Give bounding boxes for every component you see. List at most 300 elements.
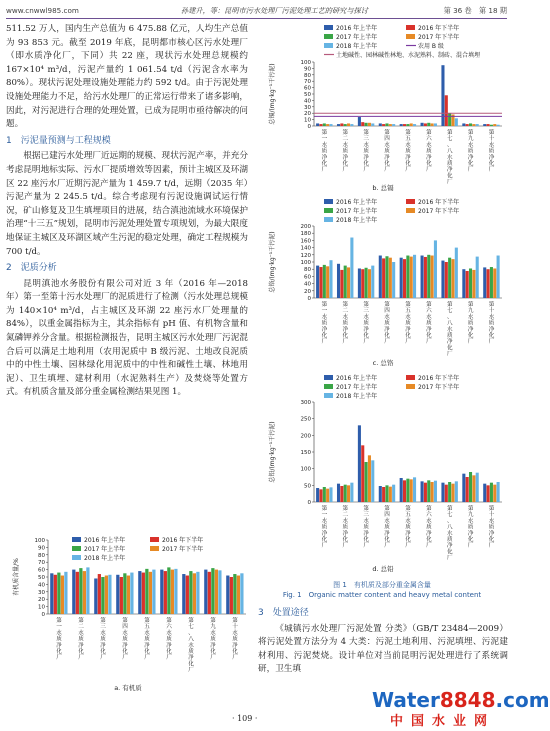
bar [476, 124, 479, 126]
bar [427, 123, 430, 126]
bar [340, 123, 343, 126]
x-tick-label: 第四水质净化厂 [122, 618, 128, 662]
bar [145, 569, 148, 614]
legend-label: 2018 年上半年 [336, 43, 378, 50]
bar [218, 570, 221, 614]
bar [455, 481, 458, 502]
bar [138, 571, 141, 614]
y-tick-label: 100 [300, 60, 311, 66]
legend-swatch [324, 25, 333, 30]
paragraph-scale: 根据已建污水处理厂近远期的规模、现状污泥产率，并充分考虑昆明地标实际、污水厂提质增效等因素，预计主城区及环湖区 22 座污水厂近期污泥产量为 1 459.7 t/d，远期（2035 年）污泥产量为 2 245.5 t/d。综合考虑现有污泥设施调试运行情况，矿山修复及卫生填埋项目的进展，结合滇池流域水环境保护治理“十三五”规划，昆明市污泥处理处置专项规划，为最大限度地保证主城区及环湖区域产生污泥的稳定处理，确定工程规模为 700 t/d。 [6, 151, 248, 257]
bar [406, 256, 409, 298]
x-tick-label: 第十水质净化厂 [488, 506, 495, 550]
bar [116, 575, 119, 614]
bar [431, 482, 434, 502]
bar [441, 261, 444, 298]
y-tick-label: 40 [304, 281, 311, 288]
y-tick-label: 30 [38, 589, 45, 596]
bar [323, 123, 326, 126]
bar [392, 485, 395, 502]
bar [451, 259, 454, 298]
bar [472, 124, 475, 126]
figure-caption-cn: 图 1 有机质及部分重金属含量 [333, 581, 431, 589]
bar [497, 256, 500, 298]
bar [410, 257, 413, 298]
bar [389, 487, 392, 502]
section-heading-1: 1 污泥量预测与工程规模 [6, 135, 111, 146]
y-axis-label: 总镉/(mg·kg⁻¹干污泥) [269, 63, 276, 125]
bar [487, 124, 490, 126]
bar [319, 267, 322, 298]
bar [413, 124, 416, 126]
bar [382, 258, 385, 298]
bar [462, 123, 465, 126]
bar [316, 123, 319, 126]
x-tick-label: 第六水质净化厂 [426, 506, 432, 550]
y-tick-label: 50 [38, 575, 45, 581]
legend-label: 2017 年下半年 [418, 208, 460, 215]
bar [149, 572, 152, 614]
bar [152, 570, 155, 614]
bar [493, 268, 496, 298]
y-tick-label: 250 [300, 416, 311, 423]
legend-label: 2016 年上半年 [336, 375, 378, 382]
bar [319, 124, 322, 126]
bar [240, 573, 243, 614]
bar [371, 266, 374, 298]
legend-label: 2017 年上半年 [336, 34, 378, 41]
bar [361, 269, 364, 298]
bar [487, 269, 490, 298]
bar [98, 574, 101, 614]
bar [469, 268, 472, 298]
bar [337, 124, 340, 126]
bar [358, 425, 361, 502]
legend-swatch [324, 393, 333, 398]
bar [403, 124, 406, 126]
header-rule [6, 18, 507, 19]
bar [413, 477, 416, 502]
bar [448, 258, 451, 298]
x-tick-label: 第六水质净化厂 [426, 302, 432, 346]
bar [434, 123, 437, 126]
bar [337, 264, 340, 298]
y-tick-label: 30 [304, 104, 311, 111]
y-tick-label: 0 [307, 500, 311, 506]
caption-c: c. 总铬 [372, 359, 394, 367]
legend-swatch [324, 199, 333, 204]
bar [337, 484, 340, 502]
y-tick-label: 200 [300, 433, 311, 440]
bar [340, 270, 343, 298]
bar [389, 258, 392, 298]
bar [319, 489, 322, 502]
figure-caption-en: Fig. 1 Organic matter content and heavy metal content [282, 591, 482, 599]
site-logo[interactable] [372, 688, 550, 729]
y-tick-label: 40 [304, 98, 311, 105]
bar [189, 571, 192, 614]
x-tick-label: 第九水质净化厂 [210, 618, 216, 662]
bar [361, 122, 364, 126]
bar [490, 125, 493, 126]
logo-wordmark [372, 688, 550, 712]
y-tick-label: 100 [300, 466, 311, 473]
legend-swatch [324, 34, 333, 39]
bar [365, 462, 368, 502]
x-tick-label: 第四水质净化厂 [384, 506, 390, 550]
bar [347, 267, 350, 298]
bar [445, 262, 448, 298]
bar [421, 123, 424, 126]
bar [490, 483, 493, 502]
y-tick-label: 180 [300, 231, 311, 238]
x-tick-label: 第五水质净化厂 [405, 130, 411, 174]
bar [476, 473, 479, 502]
bar [171, 570, 174, 614]
x-tick-label: 第一水质净化厂 [321, 130, 328, 174]
bar [455, 118, 458, 126]
legend-swatch [72, 546, 81, 551]
y-axis-label: 有机质含量/% [13, 558, 20, 596]
paragraph-intro: 511.52 万人，国内生产总值为 6 475.88 亿元，人均生产总值为 93 853 元。截至 2019 年底，昆明都市核心区污水处理厂（即水质净化厂，下同）共 22 座，现状污水处理总规模约 167×10⁴ m³/d，污泥产量约 1 061.54 t/d（污泥含水率为 80%）。现状污泥处理设施处理能力约 592 t/d。由于污泥处理设施处理能力不足，给污水处理厂的正常运行带来了诸多影响，因此，对污泥进行合理的处理处置，已成为昆明市亟待解决的问题。 [6, 24, 248, 130]
bar [316, 266, 319, 298]
legend-label: 2016 年上半年 [84, 537, 126, 544]
legend-label: 土地碱性、园林碱性林地、水泥熟料、制砖、混合填埋 [336, 52, 481, 59]
bar [424, 483, 427, 502]
x-tick-label: 第三水质净化厂 [363, 506, 370, 550]
section-heading-2: 2 泥质分析 [6, 263, 57, 274]
y-tick-label: 50 [304, 92, 311, 98]
logo-text-b: 8848 [439, 688, 496, 712]
bar [472, 475, 475, 502]
bar [476, 257, 479, 298]
x-tick-label: 第二水质净化厂 [342, 302, 349, 346]
bar [196, 572, 199, 614]
bar [434, 481, 437, 502]
page-number: · 109 · [232, 714, 258, 723]
bar [490, 267, 493, 298]
bar [483, 124, 486, 126]
x-tick-label: 第七、八水质净化厂 [446, 130, 453, 186]
bar [385, 123, 388, 126]
bar [76, 572, 79, 614]
bar [382, 124, 385, 126]
legend-label: 2017 年上半年 [336, 208, 378, 215]
figure-caption [258, 580, 506, 600]
running-header [6, 2, 507, 18]
header-volume: 第 36 卷 [443, 6, 472, 15]
bar [445, 485, 448, 502]
bar [230, 577, 233, 614]
header-issue-number: 第 18 期 [478, 6, 507, 15]
y-tick-label: 140 [300, 245, 311, 252]
bar [167, 567, 170, 614]
legend-swatch [406, 375, 415, 380]
bar [164, 571, 167, 614]
x-tick-label: 第二水质净化厂 [78, 618, 84, 662]
y-tick-label: 0 [307, 296, 311, 302]
chart-chromium [258, 196, 508, 358]
legend-label: 2017 年下半年 [418, 384, 460, 391]
bar [361, 445, 364, 502]
y-tick-label: 120 [300, 252, 311, 259]
bar [127, 576, 130, 614]
x-tick-label: 第一水质净化厂 [321, 506, 328, 550]
header-issue [444, 6, 507, 16]
bar [329, 487, 332, 502]
bar [379, 256, 382, 298]
legend-label: 2017 年上半年 [84, 546, 126, 553]
bar [392, 124, 395, 126]
bar [142, 573, 145, 614]
bar [64, 572, 67, 614]
bar [462, 269, 465, 298]
x-tick-label: 第九水质净化厂 [467, 302, 474, 346]
bar [160, 570, 163, 614]
bar [101, 577, 104, 614]
y-tick-label: 10 [304, 117, 311, 124]
chart-lead [258, 372, 508, 564]
legend-swatch [324, 208, 333, 213]
bar [466, 271, 469, 298]
bar [487, 485, 490, 502]
x-tick-label: 第一水质净化厂 [321, 302, 328, 346]
bar [108, 575, 111, 614]
y-tick-label: 40 [38, 582, 45, 589]
bar [226, 576, 229, 614]
bar [323, 487, 326, 502]
bar [105, 576, 108, 614]
y-tick-label: 0 [41, 612, 45, 618]
bar [130, 573, 133, 614]
bar [344, 124, 347, 126]
y-tick-label: 0 [307, 124, 311, 130]
bar [86, 567, 89, 614]
bar [410, 479, 413, 502]
bar [61, 576, 64, 614]
legend-label: 2017 年上半年 [336, 384, 378, 391]
legend-label: 2016 年下半年 [418, 199, 460, 206]
x-tick-label: 第十水质净化厂 [232, 618, 238, 662]
bar [410, 123, 413, 126]
bar [347, 123, 350, 126]
legend-swatch [150, 537, 159, 542]
bar [413, 255, 416, 298]
x-tick-label: 第三水质净化厂 [100, 618, 106, 662]
logo-chinese: 中国水业网 [390, 714, 496, 729]
y-tick-label: 80 [38, 552, 45, 559]
bar [424, 123, 427, 126]
x-tick-label: 第四水质净化厂 [384, 302, 390, 346]
bar [403, 259, 406, 298]
y-axis-label: 总铅/(mg·kg⁻¹干污泥) [269, 421, 276, 483]
bar [469, 123, 472, 126]
bar [424, 257, 427, 298]
legend-swatch [150, 546, 159, 551]
header-title: 孙建升，等：昆明市污水处理厂污泥处理工艺的研究与探讨 [181, 6, 368, 15]
bar [400, 124, 403, 126]
bar [174, 569, 177, 614]
bar [316, 488, 319, 502]
y-tick-label: 90 [304, 66, 311, 73]
legend-label: 2016 年上半年 [336, 25, 378, 32]
legend-label: 2017 年下半年 [418, 34, 460, 41]
x-tick-label: 第六水质净化厂 [426, 130, 432, 174]
bar [368, 269, 371, 298]
bar [371, 123, 374, 126]
legend-swatch [324, 375, 333, 380]
bar [344, 266, 347, 298]
x-tick-label: 第一水质净化厂 [56, 618, 62, 662]
chart-cadmium [258, 22, 508, 186]
y-tick-label: 10 [38, 604, 45, 611]
legend-label: 2016 年上半年 [336, 199, 378, 206]
bar [431, 256, 434, 298]
y-tick-label: 150 [300, 450, 311, 456]
bar [441, 483, 444, 502]
bar [326, 266, 329, 298]
bar [392, 262, 395, 298]
legend-label: 2018 年上半年 [84, 555, 126, 562]
bar [193, 573, 196, 614]
bar [379, 123, 382, 126]
bar [385, 256, 388, 298]
bar [208, 572, 211, 614]
y-tick-label: 60 [38, 567, 45, 574]
bar [406, 124, 409, 126]
y-tick-label: 20 [38, 597, 45, 604]
y-tick-label: 200 [300, 224, 311, 230]
bar [350, 483, 353, 502]
paragraph-disposal: 《城镇污水处理厂污泥处置 分类》（GB/T 23484—2009）将污泥处置方法分为 4 大类：污泥土地利用、污泥填埋、污泥建材利用、污泥焚烧。设计单位对当前昆明污泥处理进行了系统调研，卫生填 [258, 623, 508, 675]
right-column [258, 604, 508, 677]
caption-a: a. 有机质 [114, 684, 142, 692]
x-tick-label: 第七、八水质净化厂 [446, 302, 453, 358]
bar [215, 570, 218, 614]
y-tick-label: 300 [300, 400, 311, 406]
legend-swatch [324, 43, 333, 48]
bar [211, 568, 214, 614]
y-tick-label: 60 [304, 85, 311, 92]
bar [421, 481, 424, 502]
bar [83, 571, 86, 614]
y-tick-label: 20 [304, 288, 311, 295]
legend-label: 2016 年下半年 [162, 537, 204, 544]
bar [497, 125, 500, 126]
bar [347, 485, 350, 502]
bar [79, 568, 82, 614]
bar [385, 485, 388, 502]
y-tick-label: 70 [304, 79, 311, 86]
caption-b: b. 总镉 [372, 184, 394, 192]
bar [368, 123, 371, 126]
bar [472, 270, 475, 298]
bar [350, 238, 353, 298]
x-tick-label: 第二水质净化厂 [342, 130, 349, 174]
bar [323, 265, 326, 298]
x-tick-label: 第二水质净化厂 [342, 506, 349, 550]
bar [237, 576, 240, 614]
chart-organic-matter [6, 534, 250, 682]
bar [344, 485, 347, 502]
bar [340, 486, 343, 502]
x-tick-label: 第九水质净化厂 [467, 506, 474, 550]
y-axis-label: 总铬/(mg·kg⁻¹干污泥) [269, 231, 276, 293]
x-tick-label: 第七、八水质净化厂 [188, 618, 194, 674]
section-heading-3: 3 处置途径 [258, 608, 309, 618]
bar [421, 256, 424, 298]
bar [493, 485, 496, 502]
bar [365, 268, 368, 298]
bar [204, 570, 207, 614]
bar [455, 248, 458, 298]
bar [371, 460, 374, 502]
y-tick-label: 80 [304, 267, 311, 274]
bar [406, 479, 409, 502]
x-tick-label: 第七、八水质净化厂 [446, 506, 453, 562]
left-column [6, 23, 248, 400]
bar [448, 482, 451, 502]
y-tick-label: 100 [34, 538, 45, 544]
bar [329, 124, 332, 126]
legend-swatch [406, 34, 415, 39]
y-tick-label: 80 [304, 72, 311, 79]
x-tick-label: 第五水质净化厂 [144, 618, 150, 662]
bar [233, 574, 236, 614]
y-tick-label: 100 [300, 260, 311, 266]
bar [497, 482, 500, 502]
legend-swatch [324, 384, 333, 389]
bar [431, 123, 434, 126]
caption-d: d. 总铅 [372, 565, 394, 573]
x-tick-label: 第十水质净化厂 [488, 302, 495, 346]
bar [50, 573, 53, 614]
logo-text-c: .com [495, 688, 550, 712]
legend-swatch [406, 199, 415, 204]
bar [379, 486, 382, 502]
x-tick-label: 第十水质净化厂 [488, 130, 495, 174]
legend-label: 2018 年上半年 [336, 217, 378, 224]
y-tick-label: 160 [300, 238, 311, 245]
bar [448, 113, 451, 126]
bar [329, 260, 332, 298]
bar [483, 267, 486, 298]
legend-swatch [72, 537, 81, 542]
bar [358, 268, 361, 298]
bar [427, 480, 430, 502]
legend-label: 2017 年下半年 [162, 546, 204, 553]
legend-label: 2016 年下半年 [418, 375, 460, 382]
bar [326, 124, 329, 126]
bar [451, 484, 454, 502]
legend-label: 2016 年下半年 [418, 25, 460, 32]
x-tick-label: 第四水质净化厂 [384, 130, 390, 174]
x-tick-label: 第五水质净化厂 [405, 506, 411, 550]
legend-label: 2018 年上半年 [336, 393, 378, 400]
paragraph-quality: 昆明滇池水务股份有限公司对近 3 年（2016 年—2018 年）第一至第十污水处理厂的泥质进行了检测（污水处理总规模为 140×10⁴ m³/d，占主城区及环湖 22 座污水厂处理量的 84%），以重金属指标为主，其余指标有 pH 值、有机物含量和氮磷钾养分含量。根据检测报告，昆明主城区污水处理厂污泥混合后可以满足土地利用（农用泥质中 B 级污泥、土地改良泥质中的中性土壤、园林绿化用泥质中的中性和碱性土壤、林地用泥）、卫生填埋、建材利用（水泥熟料生产）及焚烧等处置方式。有机质含量及部分重金属检测结果见图 1。 [6, 278, 248, 398]
bar [57, 573, 60, 614]
y-tick-label: 90 [38, 545, 45, 552]
bar [94, 578, 97, 614]
legend-swatch [72, 555, 81, 560]
bar [54, 575, 57, 614]
y-tick-label: 50 [304, 483, 311, 490]
legend-swatch [406, 208, 415, 213]
bar [389, 124, 392, 126]
legend-label: 农用 B 级 [418, 43, 444, 50]
bar [462, 474, 465, 502]
logo-text-a: Water [372, 688, 440, 712]
